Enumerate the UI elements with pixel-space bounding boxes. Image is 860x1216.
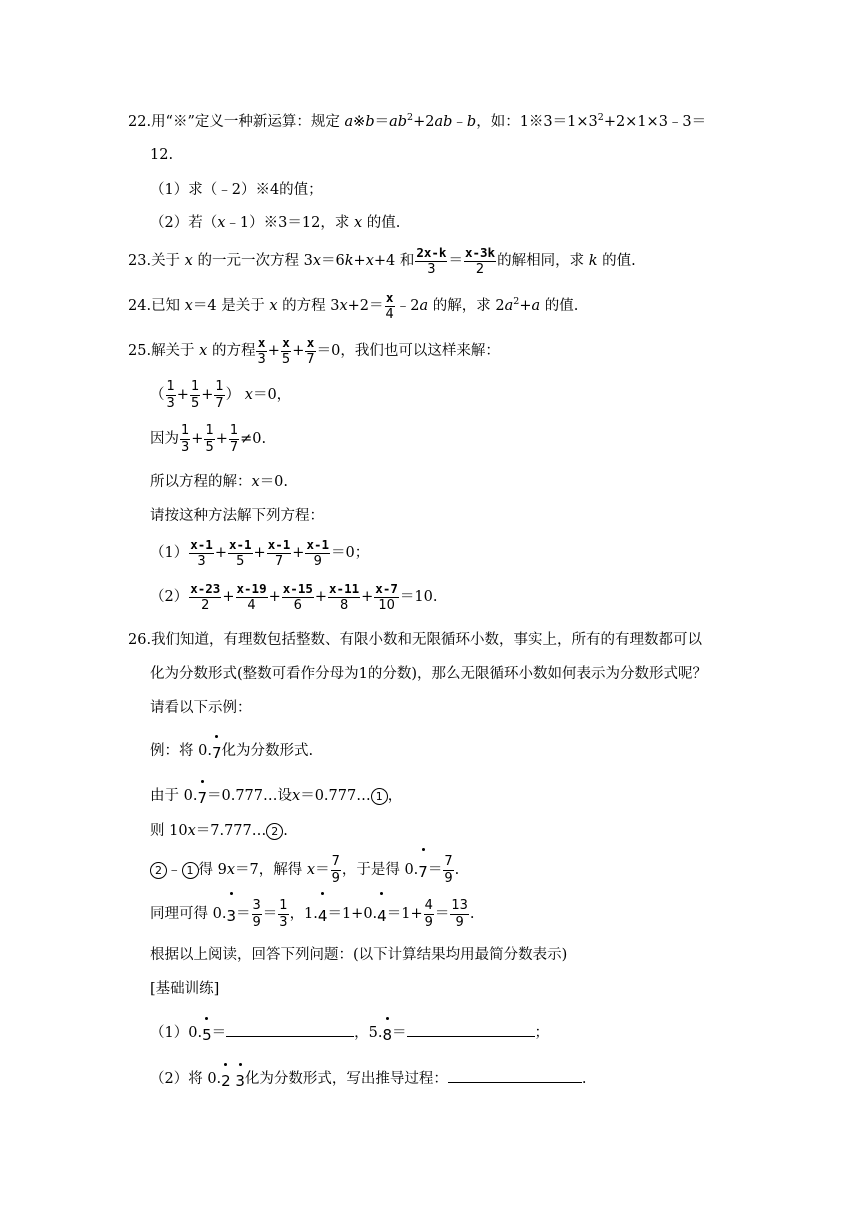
repeating-digit: 5	[202, 1026, 212, 1044]
repeating-digit: 8	[382, 1026, 392, 1044]
q25-sub2: （2） $\frac{x-23}{2}$ + $\frac{x-19}{4}$ + $\frac{x-15}{6}$ + $\frac{x-11}{8}$ + $\frac{x-7}{10}$ ＝10.	[150, 580, 438, 613]
q26-line1: 26.我们知道，有理数包括整数、有限小数和无限循环小数，事实上，所有的有理数都可以	[128, 632, 703, 648]
frac-4-9: $\frac{4}{9}$	[424, 897, 433, 930]
s2-frac-c: $\frac{x-15}{6}$	[282, 580, 313, 613]
q22-part2: （2）若（x﹣1）※3＝12，求 x 的值.	[150, 215, 401, 231]
repeating-digit: 4	[318, 900, 328, 932]
q22-number: 22.	[128, 114, 152, 130]
repeating-digit: 7	[197, 789, 207, 807]
q23-fraction-1: $\frac{2x-k}{3}$	[416, 244, 447, 277]
s2-frac-b: $\frac{x-19}{4}$	[236, 580, 267, 613]
frac-7-9b: $\frac{7}{9}$	[444, 853, 453, 886]
frac-13-9: $\frac{13}{9}$	[451, 897, 468, 930]
repeating-digit: 3	[226, 900, 236, 932]
q26-basic-training: [基础训练]	[150, 981, 220, 997]
s2-frac-e: $\frac{x-7}{10}$	[375, 580, 398, 613]
s1-frac-a: $\frac{x-1}{3}$	[190, 536, 213, 569]
q26-similarly: 同理可得 0.3＝ $\frac{3}{9}$ ＝ $\frac{1}{3}$ ，1.4＝1+0.4＝1+ $\frac{4}{9}$ ＝ $\frac{13}{9}$ .	[150, 897, 475, 930]
circled-two: 2	[150, 862, 167, 879]
frac-3-9: $\frac{3}{9}$	[252, 897, 261, 930]
q23-fraction-2: $\frac{x-3k}{2}$	[464, 244, 496, 277]
q25-line1: 25.解关于 x 的方程 $\frac{x}{3}$ + $\frac{x}{5}$ + $\frac{x}{7}$ ＝0，我们也可以这样来解：	[128, 334, 500, 367]
q26-task1: （1）0.5＝ ，5.8＝ ；	[150, 1022, 549, 1043]
q25-sub1: （1） $\frac{x-1}{3}$ + $\frac{x-1}{5}$ + $\frac{x-1}{7}$ + $\frac{x-1}{9}$ ＝0；	[150, 536, 370, 569]
q26-instruction: 根据以上阅读，回答下列问题：(以下计算结果均用最简分数表示)	[150, 947, 568, 963]
repeating-digit: 4	[377, 900, 387, 932]
repeating-digit: 2	[221, 1072, 231, 1090]
q22-line2: 12.	[150, 147, 174, 163]
q26-line3: 请看以下示例：	[150, 700, 252, 716]
q22-part1: （1）求（﹣2）※4的值；	[150, 182, 323, 198]
frac-1-3c: $\frac{1}{3}$	[279, 897, 288, 930]
s1-frac-b: $\frac{x-1}{5}$	[228, 536, 252, 569]
q24-fraction: $\frac{x}{4}$	[385, 289, 394, 322]
frac-1-3b: $\frac{1}{3}$	[181, 422, 190, 455]
q24-line: 24.已知 x＝4 是关于 x 的方程 3x+2＝ $\frac{x}{4}$ ﹣2a 的解，求 $2a^2+a$ 的值.	[128, 289, 579, 322]
q26-task2: （2）将 0.2 3化为分数形式，写出推导过程： .	[150, 1068, 586, 1089]
circled-one: 1	[182, 862, 199, 879]
s2-frac-a: $\frac{x-23}{2}$	[190, 580, 221, 613]
q23-line: 23.关于 x 的一元一次方程 3x＝6k+x+4 和 $\frac{2x-k}{3}$ ＝ $\frac{x-3k}{2}$ 的解相同，求 k 的值.	[128, 244, 636, 277]
q25-line4: 所以方程的解：x＝0.	[150, 474, 289, 490]
q25-frac-x3: $\frac{x}{3}$	[257, 334, 266, 367]
frac-1-7b: $\frac{1}{7}$	[229, 422, 239, 455]
q25-line3: 因为 $\frac{1}{3}$ + $\frac{1}{5}$ + $\frac{1}{7}$ ≠0.	[150, 422, 267, 455]
q25-frac-x5: $\frac{x}{5}$	[281, 334, 291, 367]
repeating-digit: 7	[418, 856, 428, 888]
circled-one: 1	[371, 788, 388, 805]
answer-blank-1[interactable]	[226, 1022, 354, 1037]
q26-then: 则 10x＝7.777… 2 .	[150, 823, 288, 839]
q25-line5: 请按这种方法解下列方程：	[150, 508, 324, 524]
frac-1-3: $\frac{1}{3}$	[166, 378, 175, 411]
q22-line1: 22.用“※”定义一种新运算：规定 $a※b=ab^2+2ab﹣b$，如：$1※3=1\times 3^2+2\times 1\times 3﹣3=$	[128, 112, 707, 130]
circled-two: 2	[266, 823, 283, 840]
q26-because: 由于 0.7＝0.777…设x＝0.777… 1 ，	[150, 788, 403, 807]
q25-frac-x7: $\frac{x}{7}$	[306, 334, 315, 367]
q25-line2: （ $\frac{1}{3}$ + $\frac{1}{5}$ + $\frac{1}{7}$ ） x＝0，	[150, 378, 292, 411]
repeating-digit: 3	[235, 1072, 245, 1090]
repeating-digit: 7	[211, 744, 222, 762]
q26-subtract: 2 ﹣ 1 得 9x＝7，解得 x＝ $\frac{7}{9}$ ，于是得 0.7＝ $\frac{7}{9}$ .	[150, 853, 459, 886]
s1-frac-d: $\frac{x-1}{9}$	[306, 536, 330, 569]
answer-blank-2[interactable]	[407, 1022, 535, 1037]
frac-1-5b: $\frac{1}{5}$	[205, 422, 214, 455]
q26-example: 例：将 0.7化为分数形式.	[150, 743, 314, 762]
s2-frac-d: $\frac{x-11}{8}$	[329, 580, 360, 613]
frac-1-7: $\frac{1}{7}$	[215, 378, 224, 411]
frac-1-5: $\frac{1}{5}$	[190, 378, 200, 411]
s1-frac-c: $\frac{x-1}{7}$	[267, 536, 291, 569]
q26-line2: 化为分数形式(整数可看作分母为1的分数)，那么无限循环小数如何表示为分数形式呢？	[150, 666, 708, 682]
answer-blank-3[interactable]	[448, 1068, 582, 1083]
frac-7-9: $\frac{7}{9}$	[331, 853, 340, 886]
